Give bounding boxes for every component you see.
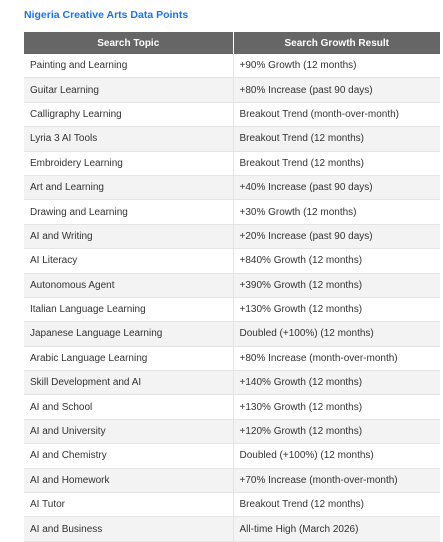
table-row [24, 78, 440, 102]
table-row [24, 151, 440, 175]
table-row [24, 468, 440, 492]
cell-search-growth-result: +120% Growth (12 months) [233, 419, 440, 443]
table-row [24, 249, 440, 273]
table-row [24, 419, 440, 443]
table-row [24, 102, 440, 126]
cell-search-topic: AI and Business [24, 517, 233, 541]
table-body [24, 54, 440, 541]
cell-search-growth-result: +130% Growth (12 months) [233, 297, 440, 321]
cell-search-topic: Italian Language Learning [24, 297, 233, 321]
table-row [24, 493, 440, 517]
table-row [24, 175, 440, 199]
cell-search-growth-result: +90% Growth (12 months) [233, 54, 440, 78]
cell-search-growth-result: +70% Increase (month-over-month) [233, 468, 440, 492]
table-row [24, 395, 440, 419]
cell-search-growth-result: +30% Growth (12 months) [233, 200, 440, 224]
table-row [24, 224, 440, 248]
table-row [24, 346, 440, 370]
cell-search-topic: AI and School [24, 395, 233, 419]
cell-search-growth-result: Breakout Trend (12 months) [233, 493, 440, 517]
cell-search-topic: Guitar Learning [24, 78, 233, 102]
cell-search-topic: Skill Development and AI [24, 371, 233, 395]
table-row [24, 322, 440, 346]
cell-search-topic: Embroidery Learning [24, 151, 233, 175]
column-header-search-growth-result: Search Growth Result [233, 32, 440, 54]
cell-search-topic: AI and Chemistry [24, 444, 233, 468]
cell-search-topic: Calligraphy Learning [24, 102, 233, 126]
cell-search-growth-result: Breakout Trend (month-over-month) [233, 102, 440, 126]
table-row [24, 273, 440, 297]
cell-search-topic: AI Tutor [24, 493, 233, 517]
table-row [24, 200, 440, 224]
cell-search-topic: Japanese Language Learning [24, 322, 233, 346]
table-row [24, 444, 440, 468]
table-header-row [24, 32, 440, 54]
cell-search-topic: Arabic Language Learning [24, 346, 233, 370]
column-header-search-topic: Search Topic [24, 32, 233, 54]
cell-search-growth-result: +80% Increase (month-over-month) [233, 346, 440, 370]
cell-search-growth-result: +40% Increase (past 90 days) [233, 175, 440, 199]
table-row [24, 54, 440, 78]
table-row [24, 127, 440, 151]
cell-search-topic: AI and Homework [24, 468, 233, 492]
cell-search-topic: AI and Writing [24, 224, 233, 248]
cell-search-topic: Painting and Learning [24, 54, 233, 78]
page-title: Nigeria Creative Arts Data Points [24, 9, 189, 21]
table-row [24, 371, 440, 395]
cell-search-topic: Art and Learning [24, 175, 233, 199]
cell-search-growth-result: +20% Increase (past 90 days) [233, 224, 440, 248]
cell-search-growth-result: +840% Growth (12 months) [233, 249, 440, 273]
table-row [24, 517, 440, 541]
cell-search-growth-result: +80% Increase (past 90 days) [233, 78, 440, 102]
data-table [24, 32, 440, 542]
cell-search-growth-result: Doubled (+100%) (12 months) [233, 322, 440, 346]
cell-search-topic: AI and University [24, 419, 233, 443]
cell-search-topic: Drawing and Learning [24, 200, 233, 224]
cell-search-growth-result: +390% Growth (12 months) [233, 273, 440, 297]
table-row [24, 297, 440, 321]
cell-search-growth-result: +140% Growth (12 months) [233, 371, 440, 395]
cell-search-growth-result: Doubled (+100%) (12 months) [233, 444, 440, 468]
cell-search-topic: AI Literacy [24, 249, 233, 273]
cell-search-growth-result: Breakout Trend (12 months) [233, 151, 440, 175]
cell-search-growth-result: All-time High (March 2026) [233, 517, 440, 541]
cell-search-topic: Autonomous Agent [24, 273, 233, 297]
cell-search-growth-result: Breakout Trend (12 months) [233, 127, 440, 151]
cell-search-topic: Lyria 3 AI Tools [24, 127, 233, 151]
cell-search-growth-result: +130% Growth (12 months) [233, 395, 440, 419]
